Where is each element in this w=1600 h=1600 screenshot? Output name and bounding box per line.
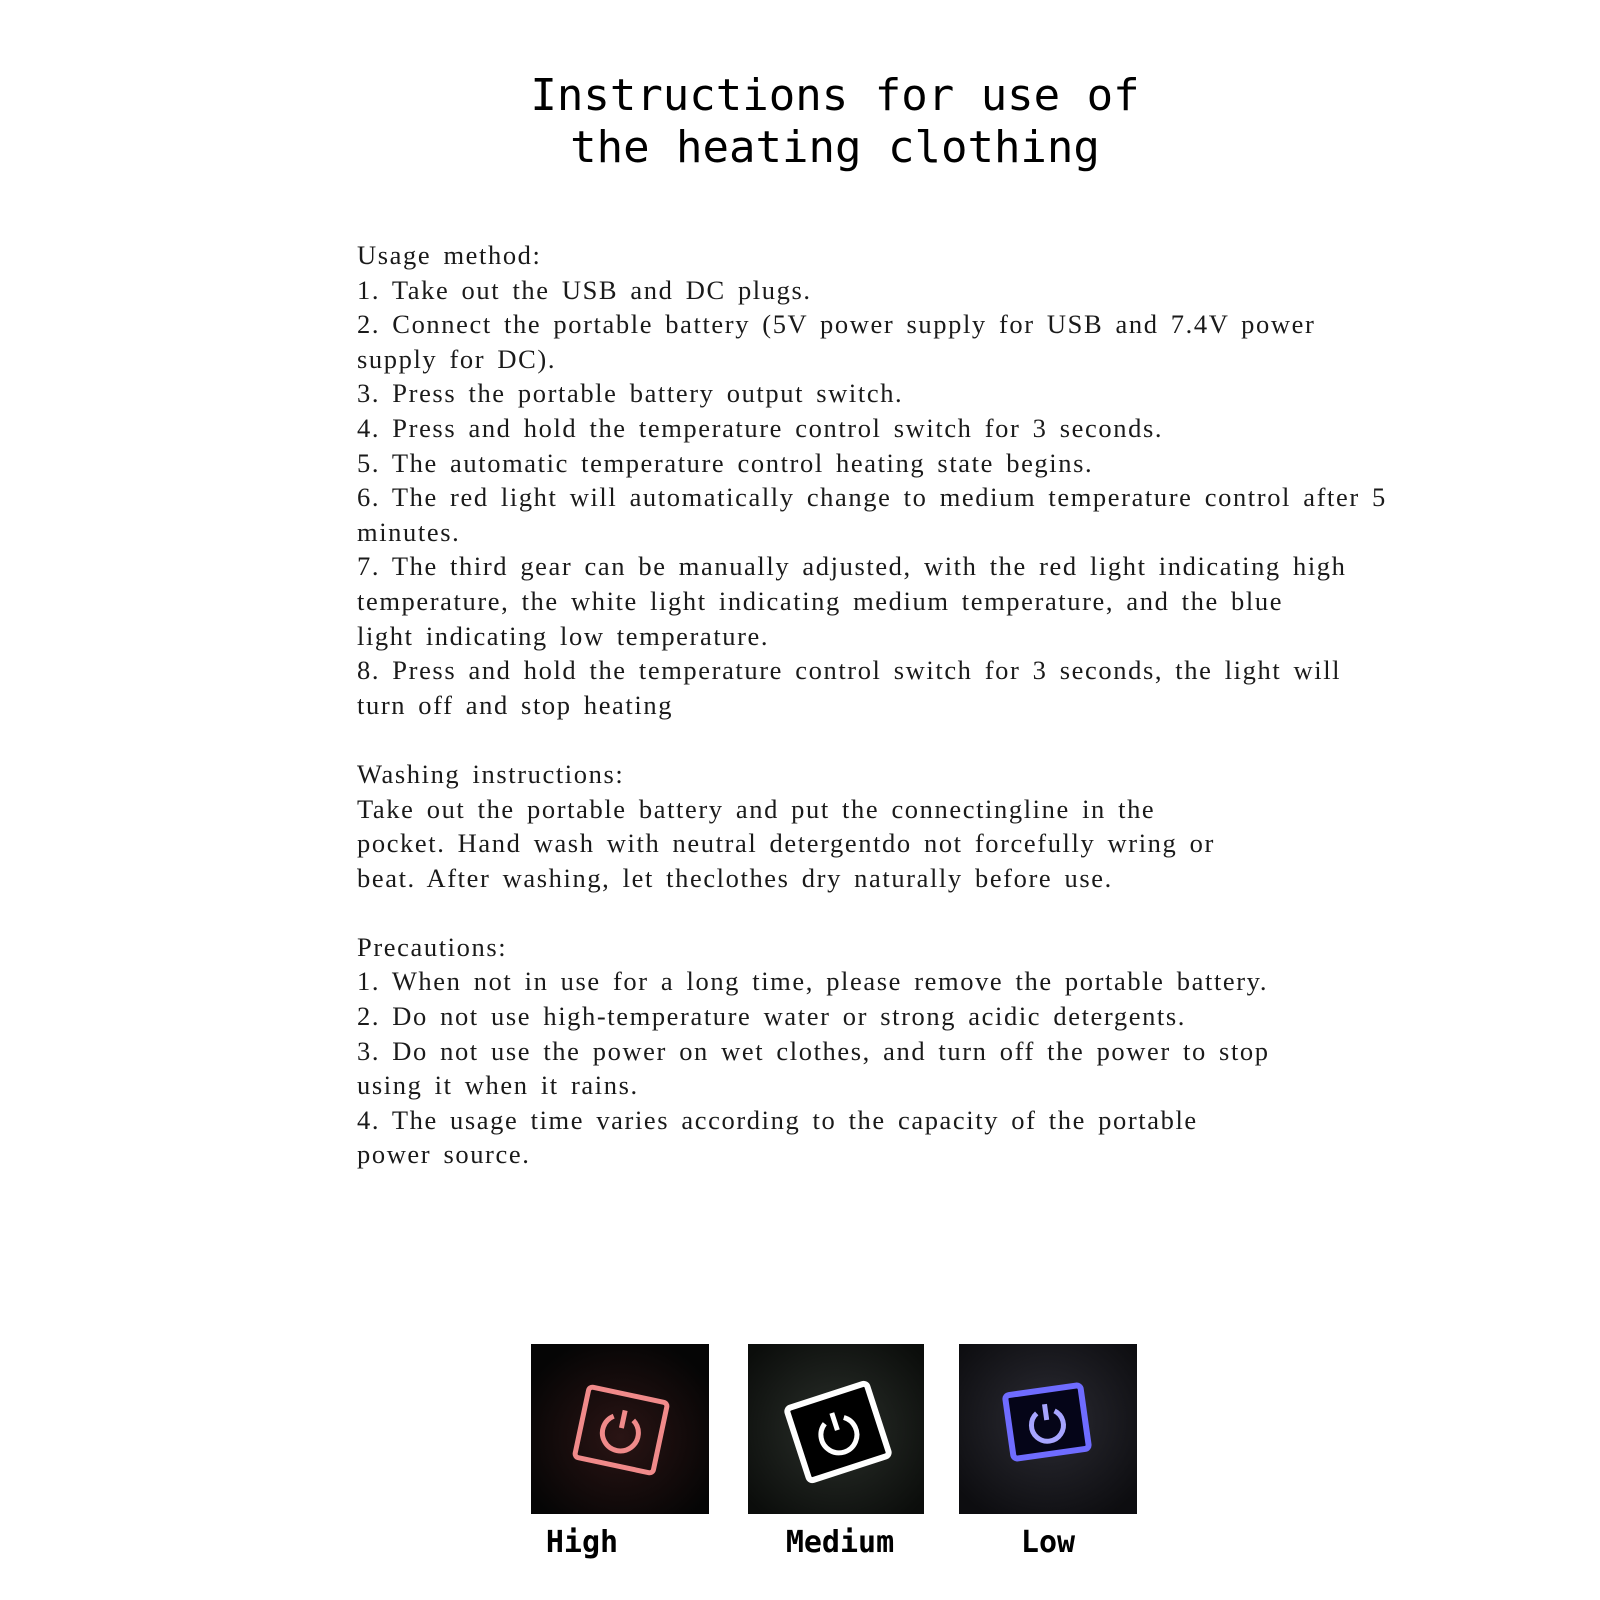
washing-section xyxy=(357,757,1397,895)
usage-heading: Usage method: xyxy=(357,240,542,270)
page-title-line-1: Instructions for use of xyxy=(530,70,1140,121)
precaution-item-4: 4. The usage time varies according to the capacity of the portable power source. xyxy=(357,1104,1198,1170)
precautions-heading: Precautions: xyxy=(357,931,508,962)
power-icon xyxy=(531,1344,709,1514)
page-title-line-2: the heating clothing xyxy=(570,122,1100,173)
precaution-item-1: 1. When not in use for a long time, please remove the portable battery. xyxy=(357,966,1269,997)
mode-high xyxy=(531,1344,709,1560)
mode-medium-label: Medium xyxy=(785,1525,895,1560)
washing-heading: Washing instructions: xyxy=(357,758,625,789)
washing-text: Take out the portable battery and put the connectingline in the pocket. Hand wash with neutral detergentdo not forcefully wring or beat. After washing, let theclothes dry naturally before use. xyxy=(357,793,1215,893)
temperature-modes xyxy=(0,1344,1600,1564)
power-icon xyxy=(748,1344,924,1514)
precautions-section xyxy=(357,930,1397,1172)
instructions-body xyxy=(357,238,1397,1172)
usage-item-5: 5. The automatic temperature control heating state begins. xyxy=(357,447,1094,478)
precaution-item-2: 2. Do not use high-temperature water or strong acidic detergents. xyxy=(357,1001,1187,1032)
usage-item-4: 4. Press and hold the temperature control switch for 3 seconds. xyxy=(357,412,1164,443)
usage-section xyxy=(357,238,1397,722)
mode-high-label: High xyxy=(545,1525,619,1560)
mode-low-photo xyxy=(959,1344,1137,1514)
mode-high-photo xyxy=(531,1344,709,1514)
usage-item-3: 3. Press the portable battery output switch. xyxy=(357,378,904,409)
mode-low-label: Low xyxy=(1020,1525,1076,1560)
mode-medium xyxy=(748,1344,924,1560)
power-icon xyxy=(959,1344,1137,1514)
precaution-item-3: 3. Do not use the power on wet clothes, and turn off the power to stop using it when it rains. xyxy=(357,1035,1270,1101)
usage-item-2: 2. Connect the portable battery (5V power supply for USB and 7.4V power supply for DC). xyxy=(357,309,1316,374)
usage-item-7: 7. The third gear can be manually adjusted, with the red light indicating high temperature, the white light indicating medium temperature, and the blue light indicating low temperature. xyxy=(357,551,1347,651)
usage-item-8: 8. Press and hold the temperature control switch for 3 seconds, the light will turn off and stop heating xyxy=(357,655,1342,720)
usage-item-1: 1. Take out the USB and DC plugs. xyxy=(357,274,812,305)
mode-low xyxy=(959,1344,1137,1560)
usage-item-6: 6. The red light will automatically change to medium temperature control after 5 minutes. xyxy=(357,482,1387,547)
mode-medium-photo xyxy=(748,1344,924,1514)
page-title xyxy=(0,70,1600,174)
